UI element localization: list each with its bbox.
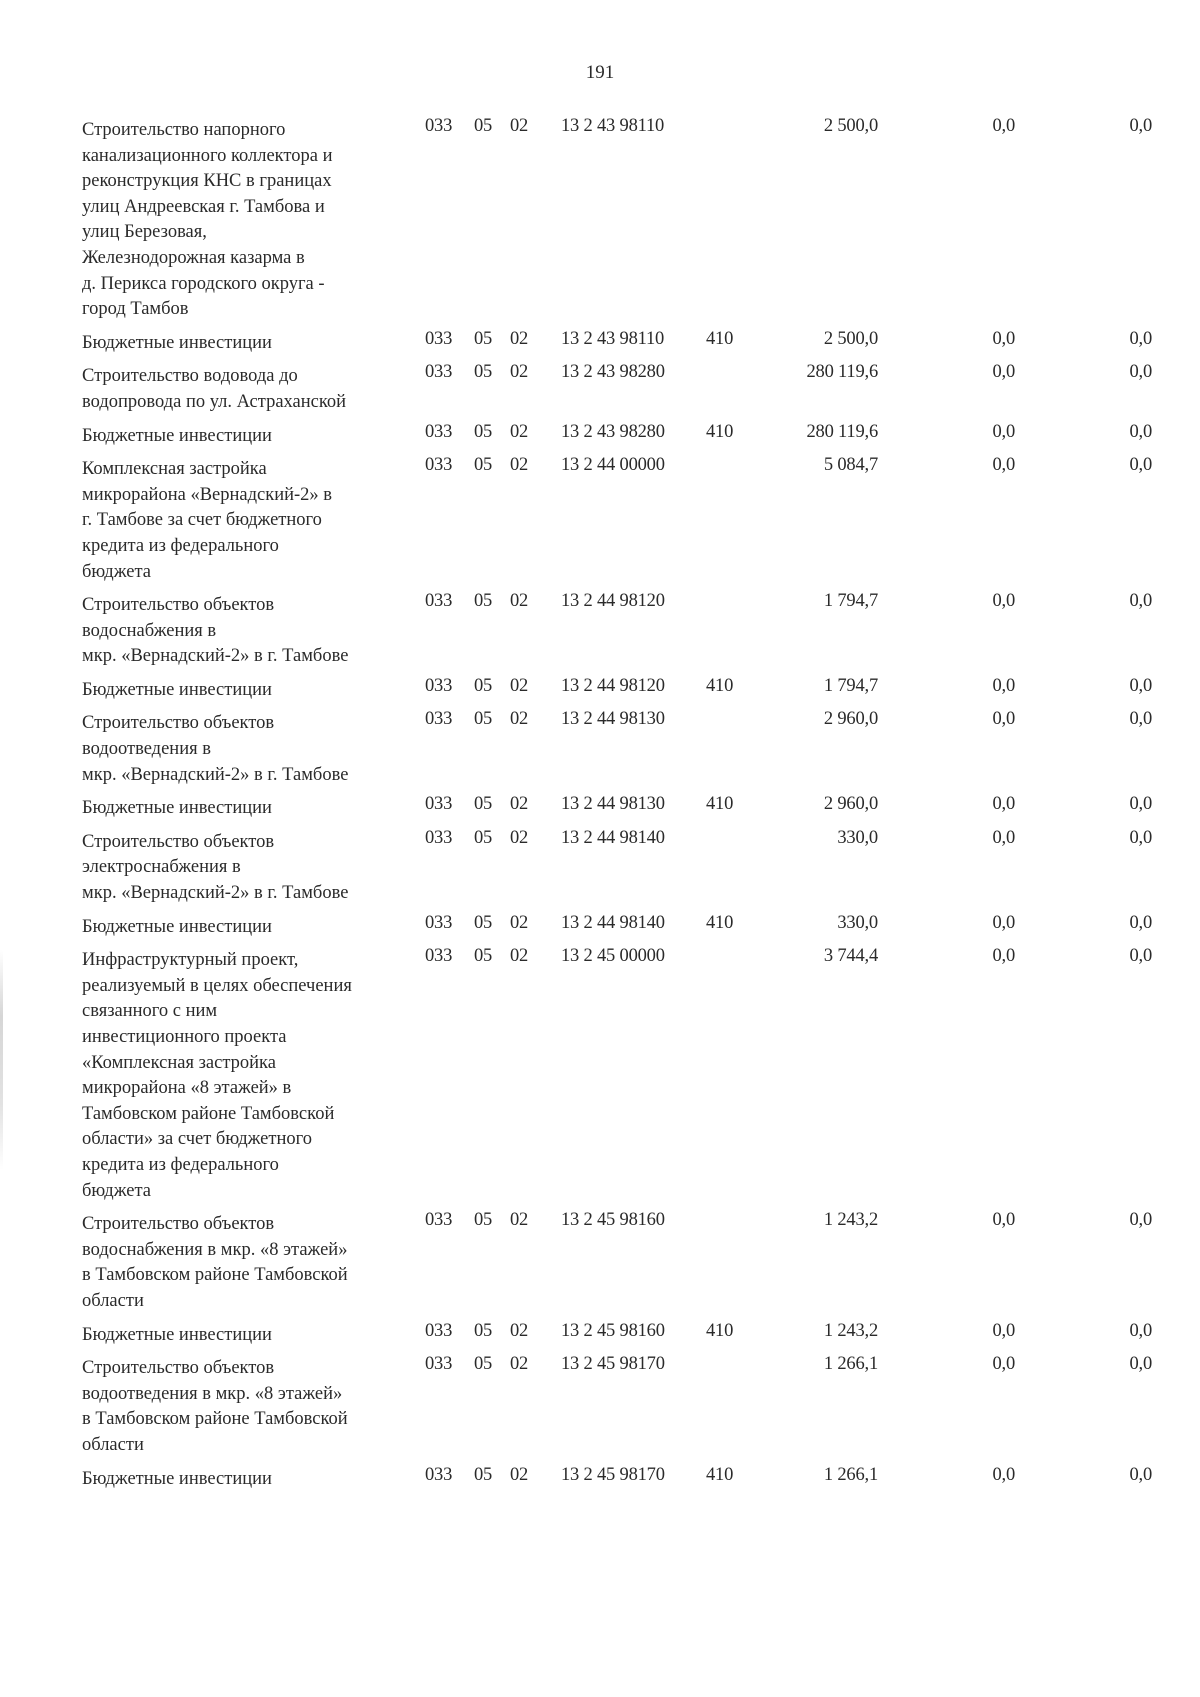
department-code-cell: 033: [425, 1320, 453, 1341]
expense-type-cell: 410: [706, 1320, 734, 1341]
row-name: Строительство объектов водоотведения в мкр. «8 этажей» в Тамбовском районе Тамбовской области: [82, 1358, 348, 1455]
subsection-code-cell: 02: [510, 1354, 529, 1375]
target-article-cell: 13 2 44 00000: [561, 455, 665, 476]
subsection-code-cell: 02: [510, 116, 529, 136]
department-code-cell: 033: [425, 328, 453, 349]
department-code-cell: 033: [425, 362, 453, 383]
table-row: [0, 1212, 1200, 1314]
department-code-cell: 033: [425, 455, 453, 476]
section-code-cell: 05: [474, 1320, 493, 1341]
department-code-cell: 033: [425, 946, 453, 967]
row-name: Строительство объектов электроснабжения в мкр. «Вернадский-2» в г. Тамбове: [82, 831, 349, 904]
table-row: [0, 457, 1200, 585]
expense-type-cell: 410: [706, 328, 734, 349]
department-code-cell: 033: [425, 1464, 453, 1485]
subsection-code-cell: 02: [510, 362, 529, 383]
amount-year3-cell: 0,0: [1129, 116, 1152, 136]
amount-year3-cell: 0,0: [1129, 794, 1152, 815]
section-code-cell: 05: [474, 1464, 493, 1485]
department-code-cell: 033: [425, 116, 453, 136]
expense-type-cell: 410: [706, 912, 734, 933]
row-name: Инфраструктурный проект, реализуемый в целях обеспечения связанного с ним инвестиционного проекта «Комплексная застройка микрорайона «8 этажей» в Тамбовском районе Тамбовской области» за счет бюджетного кредита из федерального бюджета: [82, 950, 352, 1201]
amount-year1-cell: 2 500,0: [823, 116, 878, 136]
department-code-cell: 033: [425, 794, 453, 815]
amount-year3-cell: 0,0: [1129, 912, 1152, 933]
department-code-cell: 033: [425, 1354, 453, 1375]
department-code-cell: 033: [425, 827, 453, 848]
section-code-cell: 05: [474, 794, 493, 815]
target-article-cell: 13 2 43 98110: [561, 328, 665, 349]
subsection-code-cell: 02: [510, 709, 529, 730]
row-name: Строительство водовода до водопровода по ул. Астраханской: [82, 366, 347, 412]
section-code-cell: 05: [474, 328, 493, 349]
scan-edge-mark: [0, 950, 3, 1170]
row-name: Строительство объектов водоснабжения в мкр. «Вернадский-2» в г. Тамбове: [82, 595, 349, 667]
amount-year1-cell: 3 744,4: [823, 946, 878, 967]
amount-year2-cell: 0,0: [992, 1210, 1015, 1231]
expense-type-cell: 410: [706, 794, 734, 815]
amount-year2-cell: 0,0: [992, 591, 1015, 612]
target-article-cell: 13 2 43 98110: [561, 116, 665, 136]
table-row: [0, 118, 1200, 323]
row-name: Бюджетные инвестиции: [82, 425, 272, 446]
target-article-cell: 13 2 44 98140: [561, 827, 665, 848]
target-article-cell: 13 2 44 98130: [561, 709, 665, 730]
amount-year2-cell: 0,0: [992, 328, 1015, 349]
amount-year2-cell: 0,0: [992, 912, 1015, 933]
section-code-cell: 05: [474, 421, 493, 442]
row-name: Бюджетные инвестиции: [82, 798, 272, 819]
subsection-code-cell: 02: [510, 827, 529, 848]
subsection-code-cell: 02: [510, 455, 529, 476]
amount-year3-cell: 0,0: [1129, 362, 1152, 383]
amount-year1-cell: 1 266,1: [823, 1354, 878, 1375]
department-code-cell: 033: [425, 1210, 453, 1231]
amount-year3-cell: 0,0: [1129, 709, 1152, 730]
table-row: [0, 796, 1200, 822]
row-name: Бюджетные инвестиции: [82, 1324, 272, 1345]
amount-year1-cell: 280 119,6: [806, 421, 878, 442]
amount-year2-cell: 0,0: [992, 709, 1015, 730]
amount-year1-cell: 1 794,7: [823, 675, 878, 696]
table-row: [0, 711, 1200, 788]
amount-year3-cell: 0,0: [1129, 1464, 1152, 1485]
amount-year2-cell: 0,0: [992, 794, 1015, 815]
amount-year3-cell: 0,0: [1129, 1354, 1152, 1375]
amount-year3-cell: 0,0: [1129, 827, 1152, 848]
amount-year1-cell: 2 960,0: [823, 794, 878, 815]
amount-year2-cell: 0,0: [992, 455, 1015, 476]
amount-year3-cell: 0,0: [1129, 1320, 1152, 1341]
target-article-cell: 13 2 45 98160: [561, 1210, 665, 1231]
subsection-code-cell: 02: [510, 421, 529, 442]
subsection-code-cell: 02: [510, 946, 529, 967]
amount-year3-cell: 0,0: [1129, 328, 1152, 349]
target-article-cell: 13 2 45 98170: [561, 1354, 665, 1375]
amount-year1-cell: 5 084,7: [823, 455, 878, 476]
target-article-cell: 13 2 45 98160: [561, 1320, 665, 1341]
amount-year1-cell: 1 266,1: [823, 1464, 878, 1485]
page-number: 191: [585, 62, 615, 83]
table-row: [0, 593, 1200, 670]
amount-year3-cell: 0,0: [1129, 455, 1152, 476]
amount-year1-cell: 1 243,2: [823, 1320, 878, 1341]
amount-year2-cell: 0,0: [992, 827, 1015, 848]
section-code-cell: 05: [474, 116, 493, 136]
row-name: Бюджетные инвестиции: [82, 1468, 272, 1489]
amount-year2-cell: 0,0: [992, 116, 1015, 136]
amount-year3-cell: 0,0: [1129, 421, 1152, 442]
amount-year3-cell: 0,0: [1129, 1210, 1152, 1231]
section-code-cell: 05: [474, 946, 493, 967]
section-code-cell: 05: [474, 1354, 493, 1375]
amount-year2-cell: 0,0: [992, 421, 1015, 442]
expense-type-cell: 410: [706, 1464, 734, 1485]
subsection-code-cell: 02: [510, 1210, 529, 1231]
section-code-cell: 05: [474, 827, 493, 848]
expense-type-cell: 410: [706, 675, 734, 696]
amount-year1-cell: 330,0: [837, 912, 878, 933]
department-code-cell: 033: [425, 912, 453, 933]
section-code-cell: 05: [474, 1210, 493, 1231]
amount-year2-cell: 0,0: [992, 675, 1015, 696]
department-code-cell: 033: [425, 421, 453, 442]
table-row: [0, 421, 1200, 450]
target-article-cell: 13 2 44 98130: [561, 794, 665, 815]
subsection-code-cell: 02: [510, 912, 529, 933]
amount-year2-cell: 0,0: [992, 946, 1015, 967]
amount-year2-cell: 0,0: [992, 362, 1015, 383]
target-article-cell: 13 2 45 00000: [561, 946, 665, 967]
section-code-cell: 05: [474, 455, 493, 476]
expense-type-cell: 410: [706, 421, 734, 442]
table-row: [0, 1464, 1200, 1493]
row-name: Строительство напорного канализационного коллектора и реконструкция КНС в границах улиц Андреевская г. Тамбова и улиц Березовая, Железнодорожная казарма в д. Перикса городского округа - город Тамбов: [82, 120, 333, 320]
amount-year1-cell: 2 500,0: [823, 328, 878, 349]
amount-year1-cell: 2 960,0: [823, 709, 878, 730]
target-article-cell: 13 2 43 98280: [561, 362, 665, 383]
row-name: Бюджетные инвестиции: [82, 916, 272, 937]
row-name: Строительство объектов водоотведения в мкр. «Вернадский-2» в г. Тамбове: [82, 713, 349, 785]
amount-year3-cell: 0,0: [1129, 675, 1152, 696]
table-row: [0, 948, 1200, 1204]
department-code-cell: 033: [425, 675, 453, 696]
table-row: [0, 364, 1200, 415]
target-article-cell: 13 2 44 98120: [561, 675, 665, 696]
department-code-cell: 033: [425, 709, 453, 730]
department-code-cell: 033: [425, 591, 453, 612]
table-row: [0, 328, 1200, 357]
subsection-code-cell: 02: [510, 1464, 529, 1485]
row-name: Бюджетные инвестиции: [82, 332, 272, 353]
row-name: Комплексная застройка микрорайона «Вернадский-2» в г. Тамбове за счет бюджетного кредита из федерального бюджета: [82, 459, 333, 582]
amount-year2-cell: 0,0: [992, 1320, 1015, 1341]
target-article-cell: 13 2 44 98120: [561, 591, 665, 612]
table-row: [0, 912, 1200, 941]
amount-year3-cell: 0,0: [1129, 946, 1152, 967]
row-name: Строительство объектов водоснабжения в мкр. «8 этажей» в Тамбовском районе Тамбовской области: [82, 1214, 348, 1311]
amount-year1-cell: 280 119,6: [806, 362, 878, 383]
table-row: [0, 1320, 1200, 1349]
section-code-cell: 05: [474, 675, 493, 696]
row-name: Бюджетные инвестиции: [82, 679, 272, 700]
section-code-cell: 05: [474, 912, 493, 933]
subsection-code-cell: 02: [510, 591, 529, 612]
amount-year1-cell: 1 243,2: [823, 1210, 878, 1231]
amount-year1-cell: 1 794,7: [823, 591, 878, 612]
budget-table: [0, 118, 1200, 1500]
subsection-code-cell: 02: [510, 675, 529, 696]
table-row: [0, 1356, 1200, 1458]
subsection-code-cell: 02: [510, 328, 529, 349]
target-article-cell: 13 2 45 98170: [561, 1464, 665, 1485]
table-row: [0, 675, 1200, 704]
section-code-cell: 05: [474, 362, 493, 383]
subsection-code-cell: 02: [510, 1320, 529, 1341]
amount-year2-cell: 0,0: [992, 1354, 1015, 1375]
subsection-code-cell: 02: [510, 794, 529, 815]
table-row: [0, 827, 1200, 907]
section-code-cell: 05: [474, 709, 493, 730]
amount-year1-cell: 330,0: [837, 827, 878, 848]
target-article-cell: 13 2 44 98140: [561, 912, 665, 933]
amount-year2-cell: 0,0: [992, 1464, 1015, 1485]
target-article-cell: 13 2 43 98280: [561, 421, 665, 442]
amount-year3-cell: 0,0: [1129, 591, 1152, 612]
section-code-cell: 05: [474, 591, 493, 612]
